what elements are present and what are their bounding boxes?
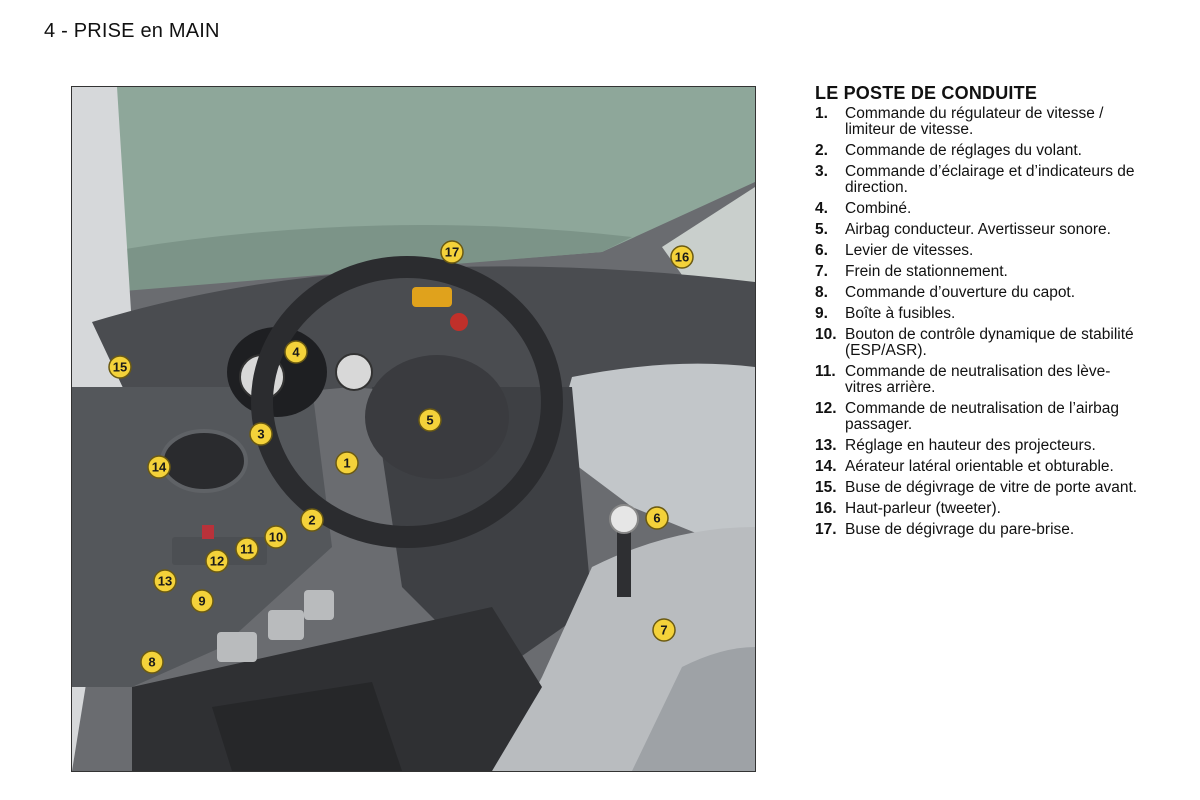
legend-number: 9.: [815, 305, 828, 322]
legend-item: [815, 501, 1145, 517]
legend-number: 1.: [815, 105, 828, 122]
pedal: [304, 590, 334, 620]
callout-8[interactable]: [141, 651, 163, 673]
svg-text:9: 9: [198, 593, 206, 609]
callout-15[interactable]: [109, 356, 131, 378]
svg-text:11: 11: [240, 541, 254, 557]
legend-item: [815, 106, 1145, 138]
pedal: [217, 632, 257, 662]
svg-text:10: 10: [268, 529, 284, 545]
legend-text: Haut-parleur (tweeter).: [845, 500, 1001, 517]
callout-6[interactable]: [646, 507, 668, 529]
legend-text: Commande de réglages du volant.: [845, 142, 1082, 159]
legend-text: Aérateur latéral orientable et obturable.: [845, 458, 1114, 475]
legend-item: [815, 364, 1145, 396]
legend-text: Bouton de contrôle dynamique de stabilité (ESP/ASR).: [845, 326, 1134, 359]
legend-item: [815, 522, 1145, 538]
legend-text: Airbag conducteur. Avertisseur sonore.: [845, 221, 1111, 238]
pedal: [268, 610, 304, 640]
legend-item: [815, 143, 1145, 159]
svg-text:7: 7: [660, 622, 668, 638]
legend-item: [815, 306, 1145, 322]
legend-text: Combiné.: [845, 200, 912, 217]
legend-number: 11.: [815, 363, 836, 380]
callout-2[interactable]: [301, 509, 323, 531]
legend-item: [815, 285, 1145, 301]
callout-4[interactable]: [285, 341, 307, 363]
legend-number: 2.: [815, 142, 828, 159]
svg-text:16: 16: [674, 249, 690, 265]
legend-number: 15.: [815, 479, 837, 496]
legend-number: 17.: [815, 521, 837, 538]
svg-text:6: 6: [653, 510, 661, 526]
svg-text:3: 3: [257, 426, 265, 442]
callout-16[interactable]: [671, 246, 693, 268]
legend-text: Commande d’ouverture du capot.: [845, 284, 1076, 301]
svg-text:15: 15: [112, 359, 128, 375]
legend-item: [815, 222, 1145, 238]
svg-text:12: 12: [209, 553, 225, 569]
legend-text: Buse de dégivrage de vitre de porte avant.: [845, 479, 1138, 496]
callout-10[interactable]: [265, 526, 287, 548]
legend-number: 6.: [815, 242, 828, 259]
legend-text: Commande de neutralisation des lève-vitres arrière.: [845, 363, 1111, 396]
legend-list: [815, 106, 1145, 538]
legend-number: 5.: [815, 221, 828, 238]
legend-title: LE POSTE DE CONDUITE: [815, 83, 1038, 103]
legend-number: 13.: [815, 437, 837, 454]
legend-number: 16.: [815, 500, 837, 517]
svg-text:17: 17: [444, 244, 460, 260]
legend-item: [815, 243, 1145, 259]
legend-text: Buse de dégivrage du pare-brise.: [845, 521, 1075, 538]
legend-item: [815, 480, 1145, 496]
svg-text:5: 5: [426, 412, 434, 428]
callout-11[interactable]: [236, 538, 258, 560]
callout-13[interactable]: [154, 570, 176, 592]
legend-text: Commande du régulateur de vitesse / limiteur de vitesse.: [845, 105, 1104, 138]
legend-number: 8.: [815, 284, 828, 301]
legend-text: Frein de stationnement.: [845, 263, 1008, 280]
legend-text: Réglage en hauteur des projecteurs.: [845, 437, 1096, 454]
legend-panel: [815, 83, 1145, 543]
legend-number: 14.: [815, 458, 837, 475]
callout-3[interactable]: [250, 423, 272, 445]
svg-text:8: 8: [148, 654, 156, 670]
dashboard-illustration: [71, 86, 756, 772]
legend-number: 3.: [815, 163, 828, 180]
legend-text: Commande d’éclairage et d’indicateurs de direction.: [845, 163, 1135, 196]
legend-item: [815, 164, 1145, 196]
legend-number: 7.: [815, 263, 828, 280]
legend-item: [815, 401, 1145, 433]
legend-number: 12.: [815, 400, 837, 417]
legend-text: Levier de vitesses.: [845, 242, 974, 259]
air-vent: [162, 431, 246, 491]
svg-text:4: 4: [292, 344, 300, 360]
callout-9[interactable]: [191, 590, 213, 612]
legend-item: [815, 438, 1145, 454]
svg-text:1: 1: [343, 455, 351, 471]
page-title: 4 - PRISE en MAIN: [44, 20, 220, 42]
callout-7[interactable]: [653, 619, 675, 641]
callout-12[interactable]: [206, 550, 228, 572]
gear-knob: [610, 505, 638, 533]
legend-text: Boîte à fusibles.: [845, 305, 956, 322]
callout-5[interactable]: [419, 409, 441, 431]
legend-item: [815, 201, 1145, 217]
callout-14[interactable]: [148, 456, 170, 478]
callout-1[interactable]: [336, 452, 358, 474]
cockpit-drawing: [72, 87, 755, 771]
svg-text:2: 2: [308, 512, 316, 528]
legend-number: 10.: [815, 326, 837, 343]
callout-17[interactable]: [441, 241, 463, 263]
svg-text:13: 13: [157, 573, 173, 589]
legend-item: [815, 327, 1145, 359]
page-header: [44, 20, 220, 43]
svg-text:14: 14: [151, 459, 167, 475]
legend-text: Commande de neutralisation de l’airbag passager.: [845, 400, 1119, 433]
legend-item: [815, 459, 1145, 475]
legend-number: 4.: [815, 200, 828, 217]
legend-item: [815, 264, 1145, 280]
